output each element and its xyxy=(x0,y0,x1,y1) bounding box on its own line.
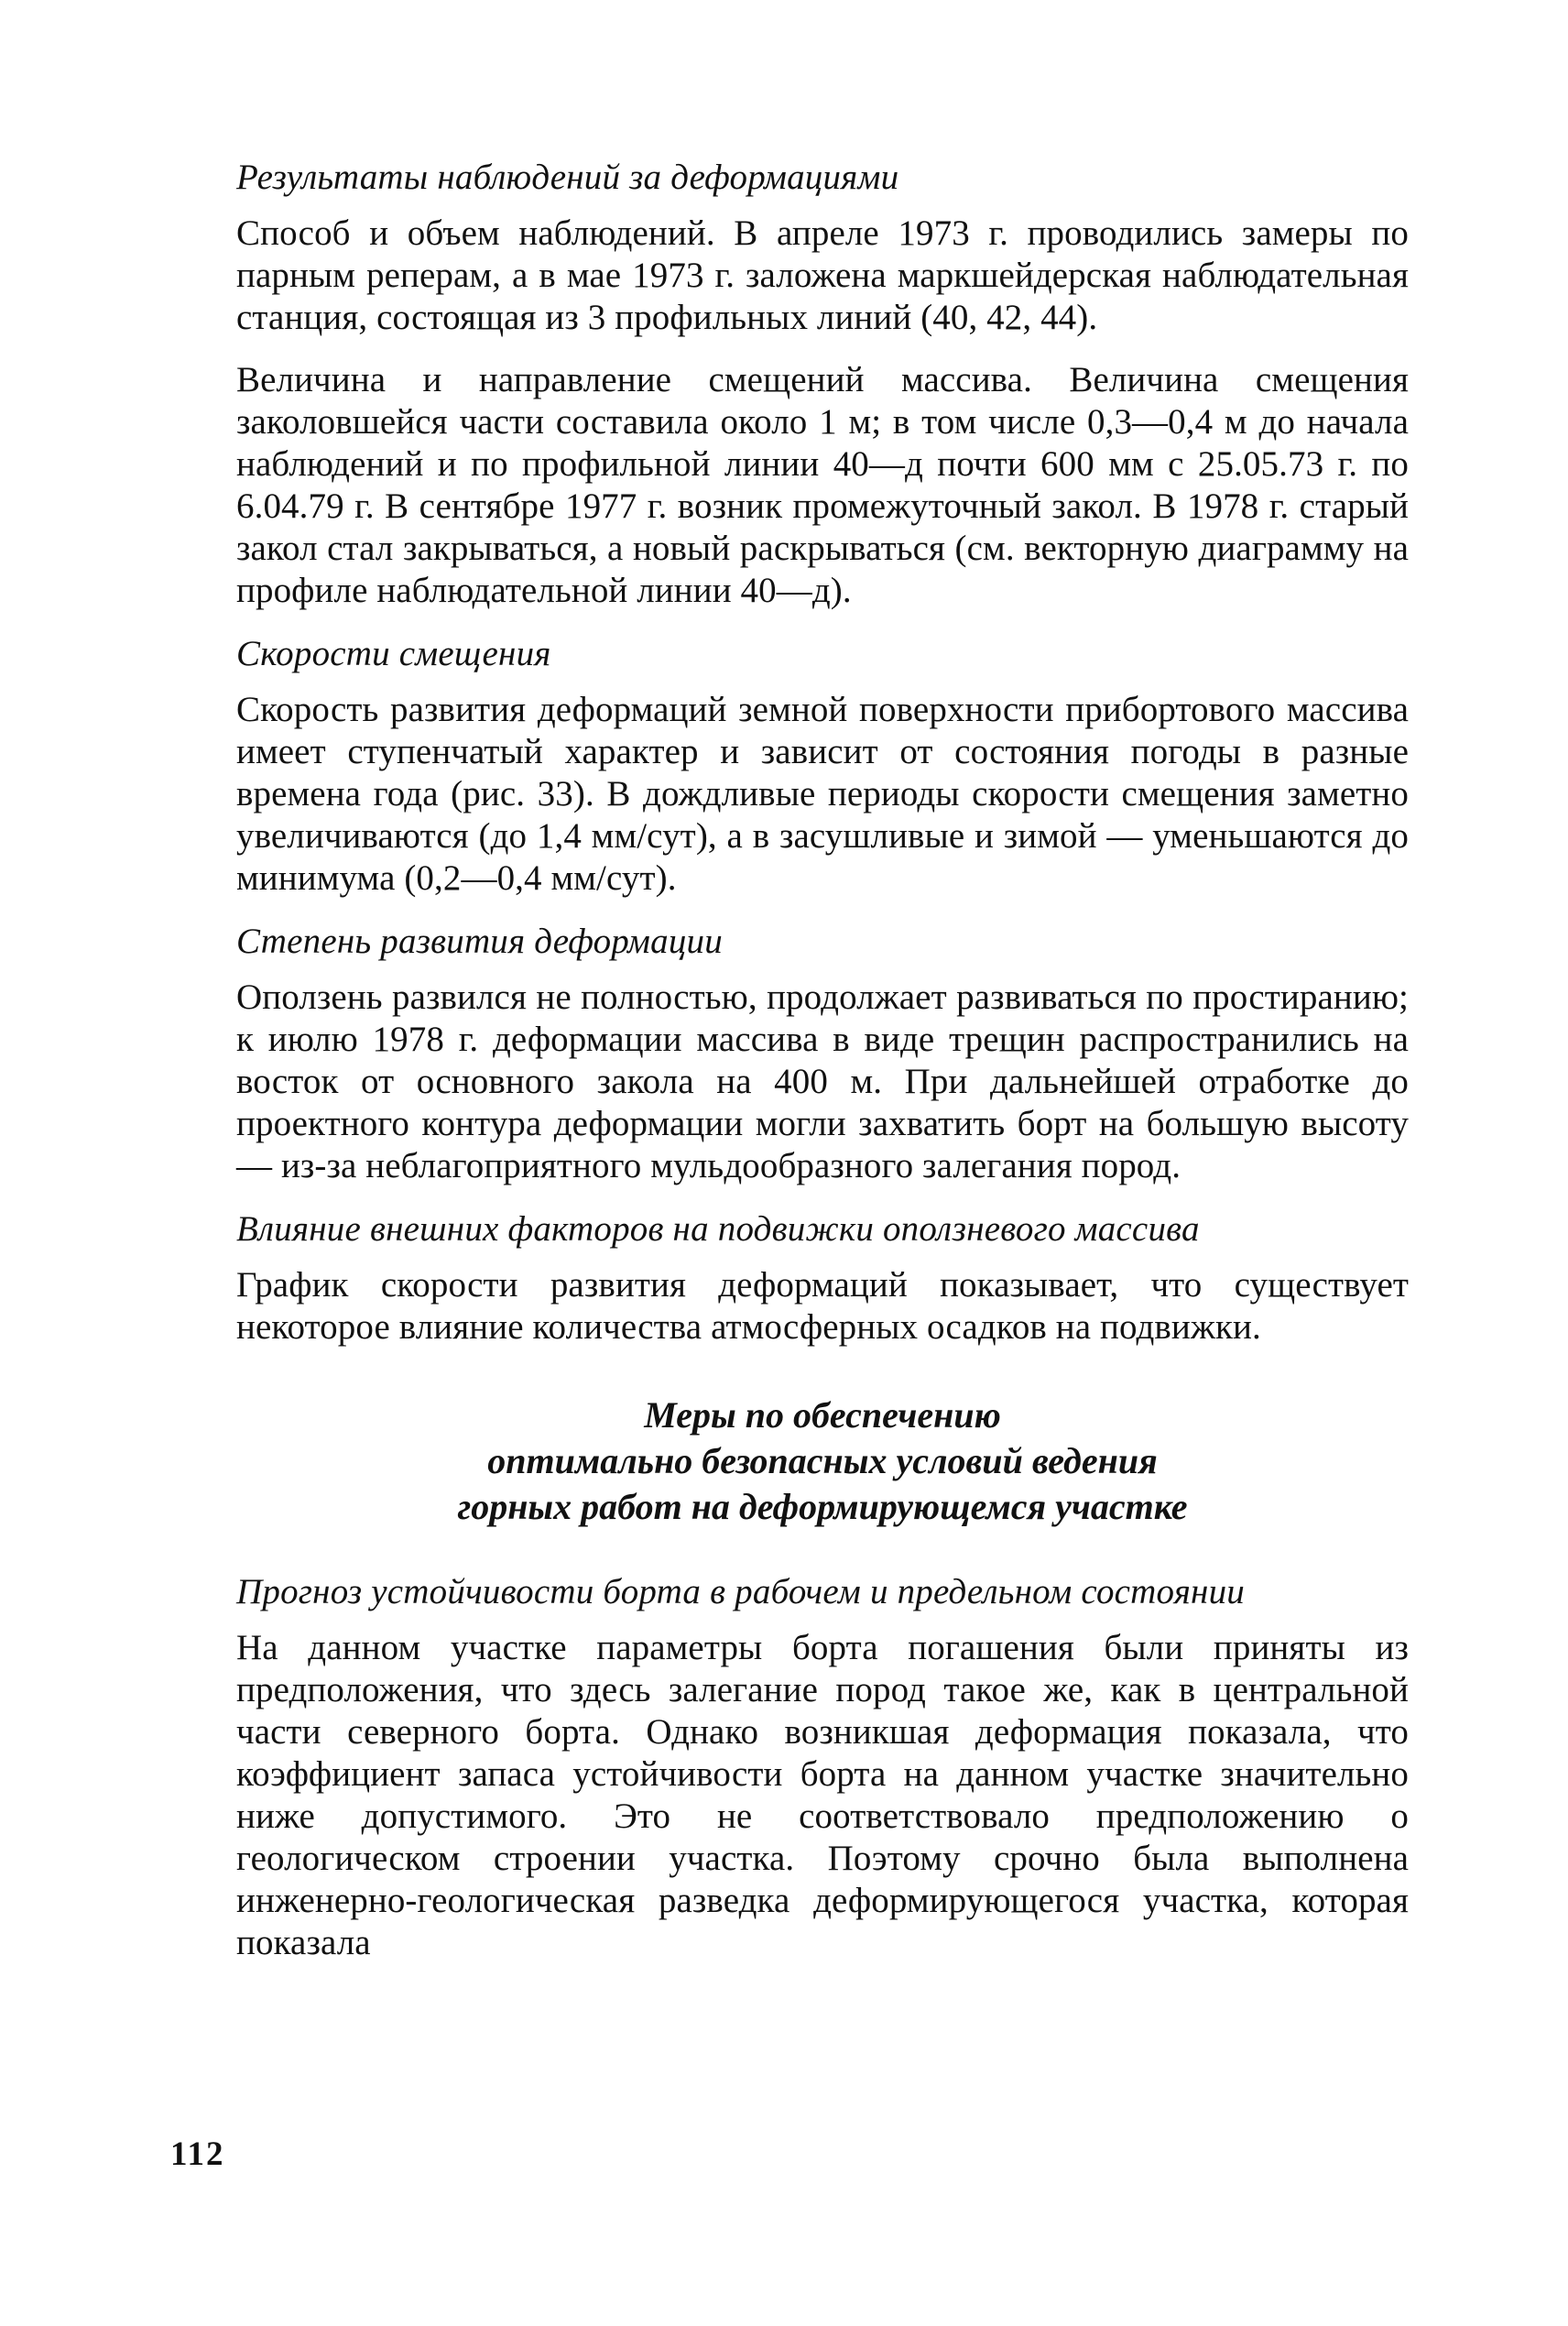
page-body xyxy=(236,156,1409,1984)
paragraph-displacement-magnitude: Величина и направление смещений массива. Величина смещения заколовшейся части составила около 1 м; в том числе 0,3—0,4 м до начала наблюдений и по профильной линии 40—д почти 600 мм с 25.05.73 г. по 6.04.79 г. В сентябре 1977 г. возник промежуточный закол. В 1978 г. старый закол стал закрываться, а новый раскрываться (см. векторную диаграмму на профиле наблюдательной линии 40—д). xyxy=(236,360,1409,610)
paragraph-observation-method: Способ и объем наблюдений. В апреле 1973 г. проводились замеры по парным реперам, а в мае 1973 г. заложена маркшейдерская наблюдательная станция, состоящая из 3 профильных линий (40, 42, 44). xyxy=(236,213,1409,337)
heading-external-factors: Влияние внешних факторов на подвижки оползневого массива xyxy=(236,1209,1200,1249)
section-title-line-1: Меры по обеспечению xyxy=(644,1394,1001,1436)
heading-stability-forecast: Прогноз устойчивости борта в рабочем и предельном состоянии xyxy=(236,1572,1246,1611)
heading-deformation-results: Результаты наблюдений за деформациями xyxy=(236,158,899,197)
paragraph-displacement-speed: Скорость развития деформаций земной поверхности прибортового массива имеет ступенчатый характер и зависит от состояния погоды в разные времена года (рис. 33). В дождливые периоды скорости смещения заметно увеличиваются (до 1,4 мм/сут), а в засушливые и зимой — уменьшаются до минимума (0,2—0,4 мм/сут). xyxy=(236,690,1409,898)
section-title xyxy=(236,1392,1409,1530)
paragraph-stability-forecast: На данном участке параметры борта погашения были приняты из предположения, что здесь залегание пород такое же, как в центральной части северного борта. Однако возникшая деформация показала, что коэффициент запаса устойчивости борта на данном участке значительно ниже допустимого. Это не соответствовало предположению о геологическом строении участка. Поэтому срочно была выполнена инженерно-геологическая разведка деформирующегося участка, которая показала xyxy=(236,1628,1409,1962)
paragraph-deformation-degree: Оползень развился не полностью, продолжает развиваться по простиранию; к июлю 1978 г. деформации массива в виде трещин распространились на восток от основного закола на 400 м. При дальнейшей отработке до проектного контура деформации могли захватить борт на большую высоту — из-за неблагоприятного мульдообразного залегания пород. xyxy=(236,977,1409,1185)
section-title-line-2: оптимально безопасных условий ведения xyxy=(487,1440,1158,1481)
section-title-line-3: горных работ на деформирующемся участке xyxy=(457,1486,1188,1527)
heading-deformation-degree: Степень развития деформации xyxy=(236,922,723,961)
heading-displacement-speed: Скорости смещения xyxy=(236,634,551,673)
paragraph-external-factors: График скорости развития деформаций показывает, что существует некоторое влияние количества атмосферных осадков на подвижки. xyxy=(236,1265,1409,1347)
page-number: 112 xyxy=(170,2135,225,2173)
